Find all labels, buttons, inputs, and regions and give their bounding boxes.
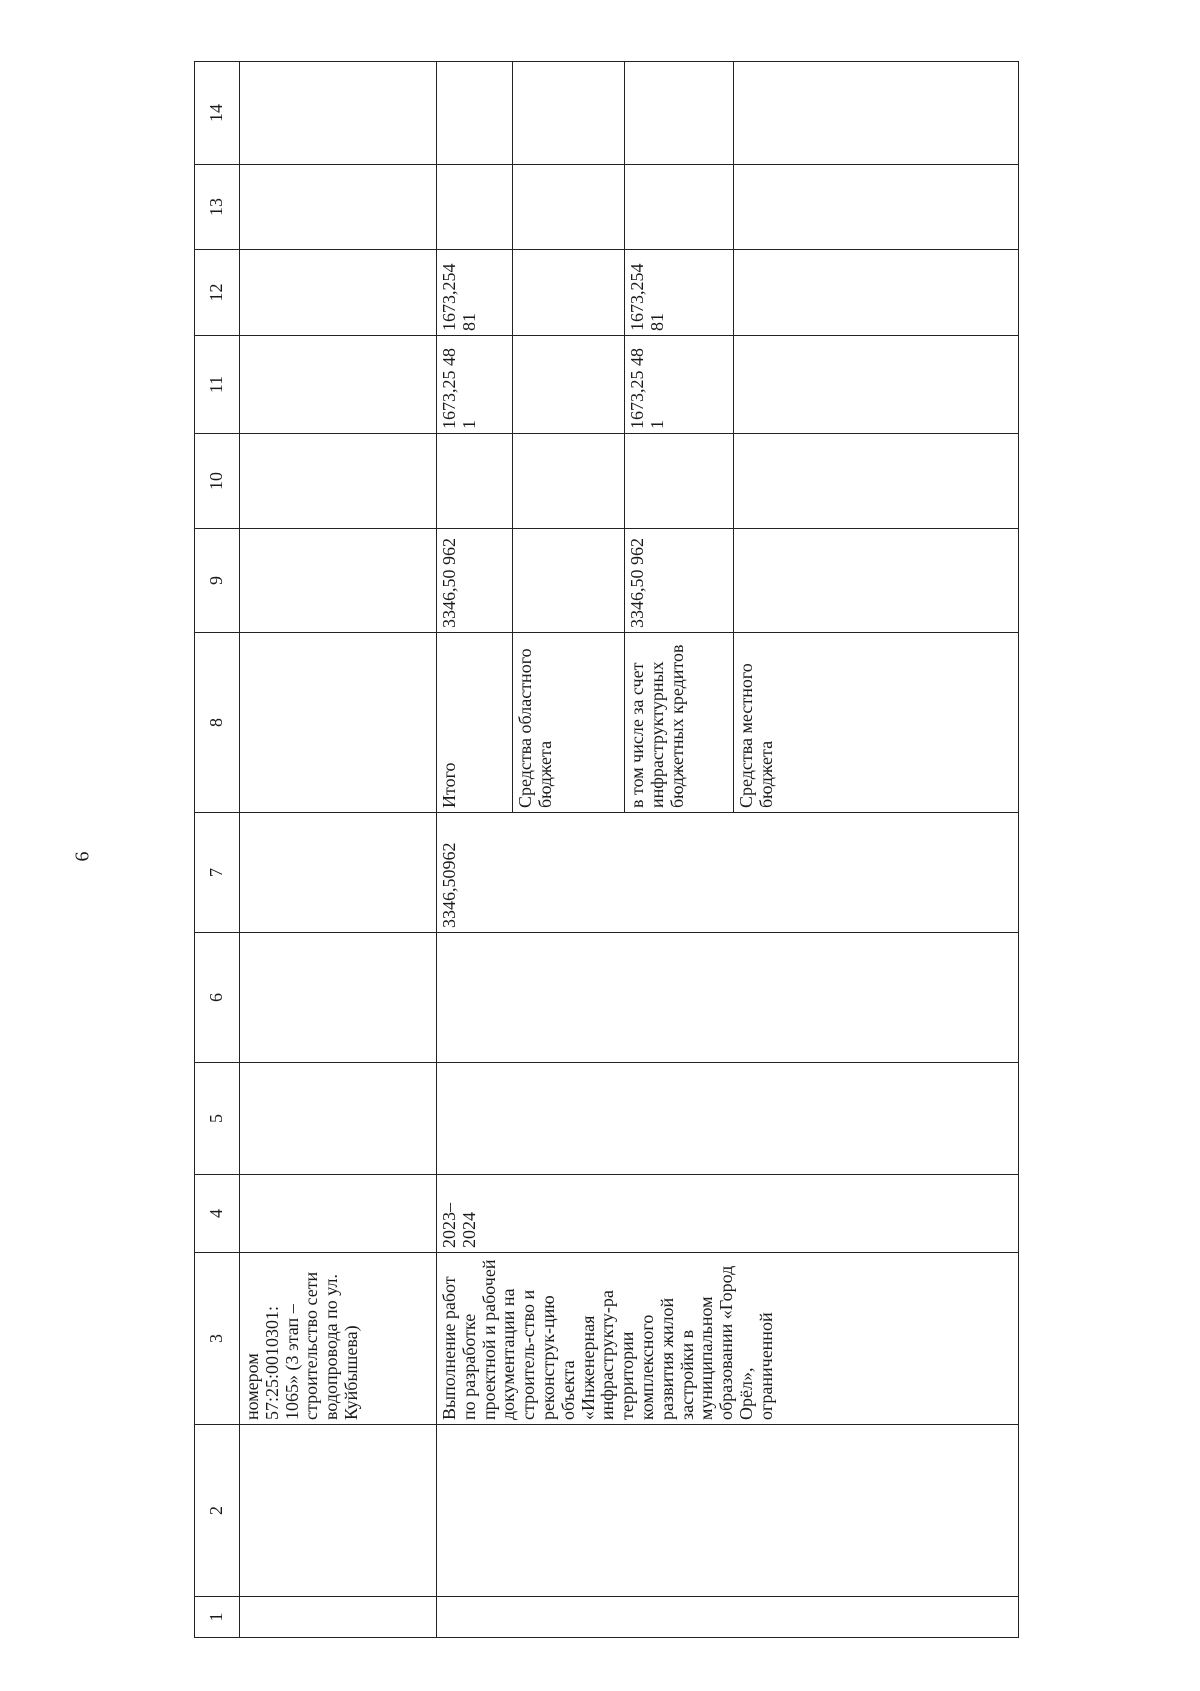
credits-col13	[625, 165, 734, 250]
cell-6	[240, 933, 437, 1063]
regional-col14	[513, 62, 625, 165]
budget-table	[194, 61, 1019, 1638]
cell-5	[437, 1063, 1019, 1175]
funding-source-total: Итого	[437, 633, 513, 813]
col-header-8: 8	[195, 633, 240, 813]
total-col11: 1673,25 481	[437, 336, 513, 434]
credits-col14	[625, 62, 734, 165]
cell-1	[437, 1597, 1019, 1638]
local-col14	[734, 62, 1019, 165]
cell-7	[240, 813, 437, 933]
total-col12: 1673,254 81	[437, 250, 513, 336]
col-header-11: 11	[195, 336, 240, 434]
col-header-6: 6	[195, 933, 240, 1063]
table-row-total	[437, 62, 513, 1638]
regional-col11	[513, 336, 625, 434]
col-header-12: 12	[195, 250, 240, 336]
rotated-table-sheet	[194, 62, 984, 1638]
regional-col12	[513, 250, 625, 336]
cell-1	[240, 1597, 437, 1638]
total-cost-cell: 3346,50962	[437, 813, 1019, 933]
col-header-10: 10	[195, 434, 240, 529]
funding-source-regional: Средства областного бюджета	[513, 633, 625, 813]
cell-8	[240, 633, 437, 813]
col-header-9: 9	[195, 529, 240, 633]
cell-13	[240, 165, 437, 250]
regional-col10	[513, 434, 625, 529]
total-col9: 3346,50 962	[437, 529, 513, 633]
project-description-continuation: номером 57:25:0010301: 1065» (3 этап – строительство сети водопровода по ул. Куйбышева)	[240, 1253, 437, 1425]
funding-source-local: Средства местного бюджета	[734, 633, 1019, 813]
local-col10	[734, 434, 1019, 529]
total-col13	[437, 165, 513, 250]
col-header-5: 5	[195, 1063, 240, 1175]
regional-col9	[513, 529, 625, 633]
local-col11	[734, 336, 1019, 434]
col-header-14: 14	[195, 62, 240, 165]
col-header-2: 2	[195, 1425, 240, 1597]
credits-col12: 1673,254 81	[625, 250, 734, 336]
cell-4	[240, 1175, 437, 1253]
col-header-13: 13	[195, 165, 240, 250]
col-header-4: 4	[195, 1175, 240, 1253]
period-cell: 2023–2024	[437, 1175, 1019, 1253]
credits-col11: 1673,25 481	[625, 336, 734, 434]
total-col10	[437, 434, 513, 529]
local-col13	[734, 165, 1019, 250]
cell-2	[437, 1425, 1019, 1597]
cell-6	[437, 933, 1019, 1063]
credits-col10	[625, 434, 734, 529]
table-row-continuation	[240, 62, 437, 1638]
header-row	[195, 62, 240, 1638]
project-description: Выполнение работ по разработке проектной и рабочей документации на строитель-ство и реконструк-цию объекта «Инженерная инфраструкту-ра территории комплексного развития жилой застройки в муниципальном образовании «Город Орёл», ограниченной	[437, 1253, 1019, 1425]
credits-col9: 3346,50 962	[625, 529, 734, 633]
total-col14	[437, 62, 513, 165]
cell-2	[240, 1425, 437, 1597]
cell-12	[240, 250, 437, 336]
col-header-7: 7	[195, 813, 240, 933]
page-number: 6	[71, 851, 94, 862]
cell-9	[240, 529, 437, 633]
cell-14	[240, 62, 437, 165]
cell-10	[240, 434, 437, 529]
cell-11	[240, 336, 437, 434]
col-header-1: 1	[195, 1597, 240, 1638]
col-header-3: 3	[195, 1253, 240, 1425]
local-col9	[734, 529, 1019, 633]
cell-5	[240, 1063, 437, 1175]
funding-source-credits: в том числе за счет инфраструктурных бюджетных кредитов	[625, 633, 734, 813]
regional-col13	[513, 165, 625, 250]
local-col12	[734, 250, 1019, 336]
